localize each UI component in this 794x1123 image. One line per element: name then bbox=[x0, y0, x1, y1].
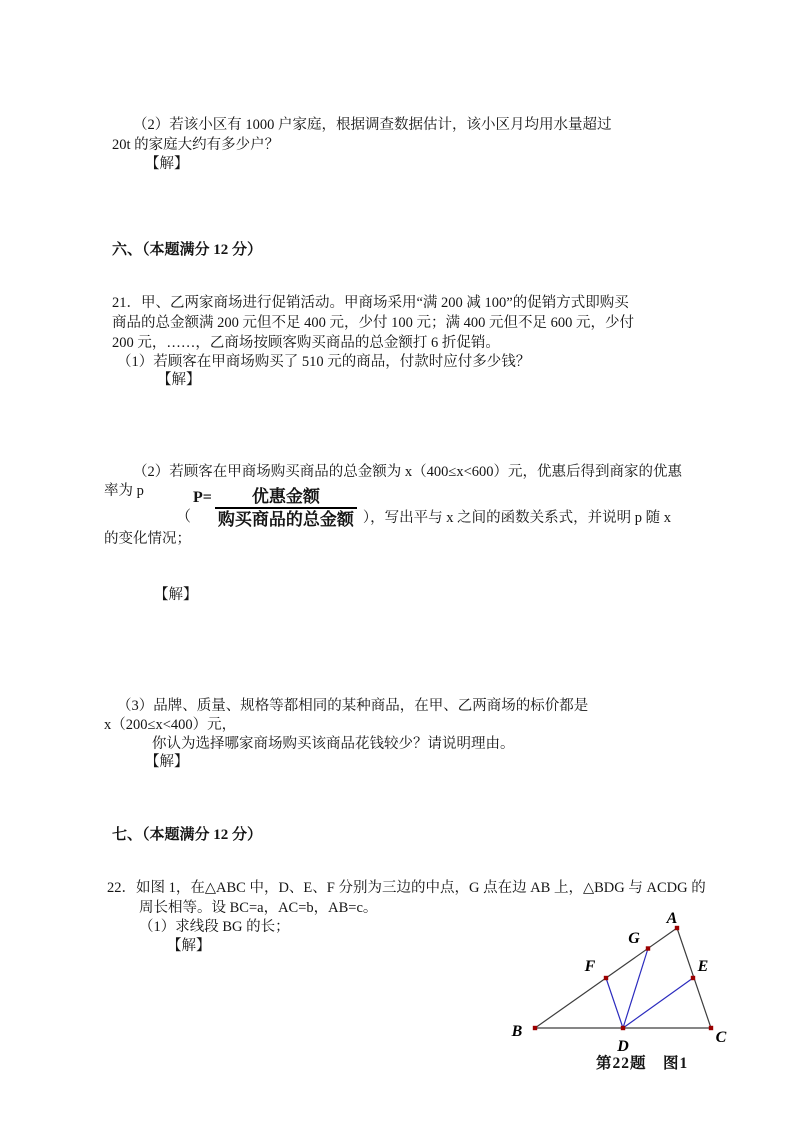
section-six-heading: 六、（本题满分 12 分） bbox=[112, 242, 263, 258]
cevian-ed bbox=[623, 978, 693, 1028]
fraction-denominator: 购买商品的总金额 bbox=[215, 507, 357, 529]
question-22-line2: 周长相等。设 BC=a，AC=b，AB=c。 bbox=[139, 900, 378, 916]
vertex-label-f: F bbox=[584, 958, 596, 975]
fraction-numerator: 优惠金额 bbox=[251, 487, 320, 506]
question-21-part2-line2: 率为 p bbox=[104, 483, 144, 499]
vertex-label-d: D bbox=[617, 1038, 629, 1055]
question-21-line2: 商品的总金额满 200 元但不足 400 元，少付 100 元；满 400 元但不足 600 元，少付 bbox=[112, 315, 634, 331]
cevian-fd bbox=[606, 978, 623, 1028]
solution-marker: 【解】 bbox=[145, 754, 189, 770]
point-f bbox=[604, 976, 608, 980]
triangle-figure bbox=[500, 903, 750, 1058]
question-21-part2-line3: 的变化情况； bbox=[104, 531, 191, 547]
point-g bbox=[646, 946, 650, 950]
cevian-gd bbox=[623, 949, 648, 1029]
vertex-label-e: E bbox=[697, 958, 709, 975]
solution-marker: 【解】 bbox=[157, 372, 201, 388]
vertex-label-a: A bbox=[666, 910, 678, 927]
question-22-part1: （1）求线段 BG 的长； bbox=[139, 919, 290, 935]
question-21-part1: （1）若顾客在甲商场购买了 510 元的商品，付款时应付多少钱？ bbox=[117, 354, 531, 370]
formula-open-paren: （ bbox=[176, 509, 192, 525]
point-b bbox=[533, 1026, 537, 1030]
question-21-part3-line1: （3）品牌、质量、规格等都相同的某种商品，在甲、乙两商场的标价都是 bbox=[117, 698, 589, 714]
question-21-part3-line3: 你认为选择哪家商场购买该商品花钱较少？请说明理由。 bbox=[152, 736, 515, 752]
question-21-part3-line2: x（200≤x<400）元， bbox=[104, 717, 237, 733]
vertex-label-b: B bbox=[511, 1023, 523, 1040]
point-d bbox=[621, 1026, 625, 1030]
formula-fraction bbox=[215, 487, 357, 529]
vertex-label-g: G bbox=[628, 930, 640, 947]
formula-trailing-text: ），写出平与 x 之间的函数关系式，并说明 p 随 x bbox=[362, 510, 672, 526]
point-c bbox=[709, 1026, 713, 1030]
question-21-part2-line1: （2）若顾客在甲商场购买商品的总金额为 x（400≤x<600）元，优惠后得到商家的优惠 bbox=[133, 464, 683, 480]
triangle-abc-svg bbox=[500, 903, 750, 1058]
discount-rate-formula bbox=[176, 487, 671, 529]
solution-marker: 【解】 bbox=[154, 587, 198, 603]
solution-marker: 【解】 bbox=[145, 156, 189, 172]
question-22-line1: 22．如图 1，在△ABC 中，D、E、F 分别为三边的中点，G 点在边 AB 上，△BDG 与 ACDG 的 bbox=[107, 880, 706, 896]
section-seven-heading: 七、（本题满分 12 分） bbox=[112, 827, 263, 843]
point-e bbox=[691, 976, 695, 980]
vertex-label-c: C bbox=[715, 1029, 727, 1046]
question-21-line1: 21．甲、乙两家商场进行促销活动。甲商场采用“满 200 减 100”的促销方式即购买 bbox=[112, 295, 629, 311]
prev-question-part2-line1: （2）若该小区有 1000 户家庭，根据调查数据估计，该小区月均用水量超过 bbox=[133, 117, 612, 133]
prev-question-part2-line2: 20t 的家庭大约有多少户？ bbox=[112, 137, 280, 153]
solution-marker: 【解】 bbox=[167, 938, 211, 954]
formula-lhs: P= bbox=[193, 489, 212, 506]
figure-caption: 第22题 图1 bbox=[596, 1055, 689, 1072]
question-21-line3: 200 元，……，乙商场按顾客购买商品的总金额打 6 折促销。 bbox=[112, 335, 500, 351]
